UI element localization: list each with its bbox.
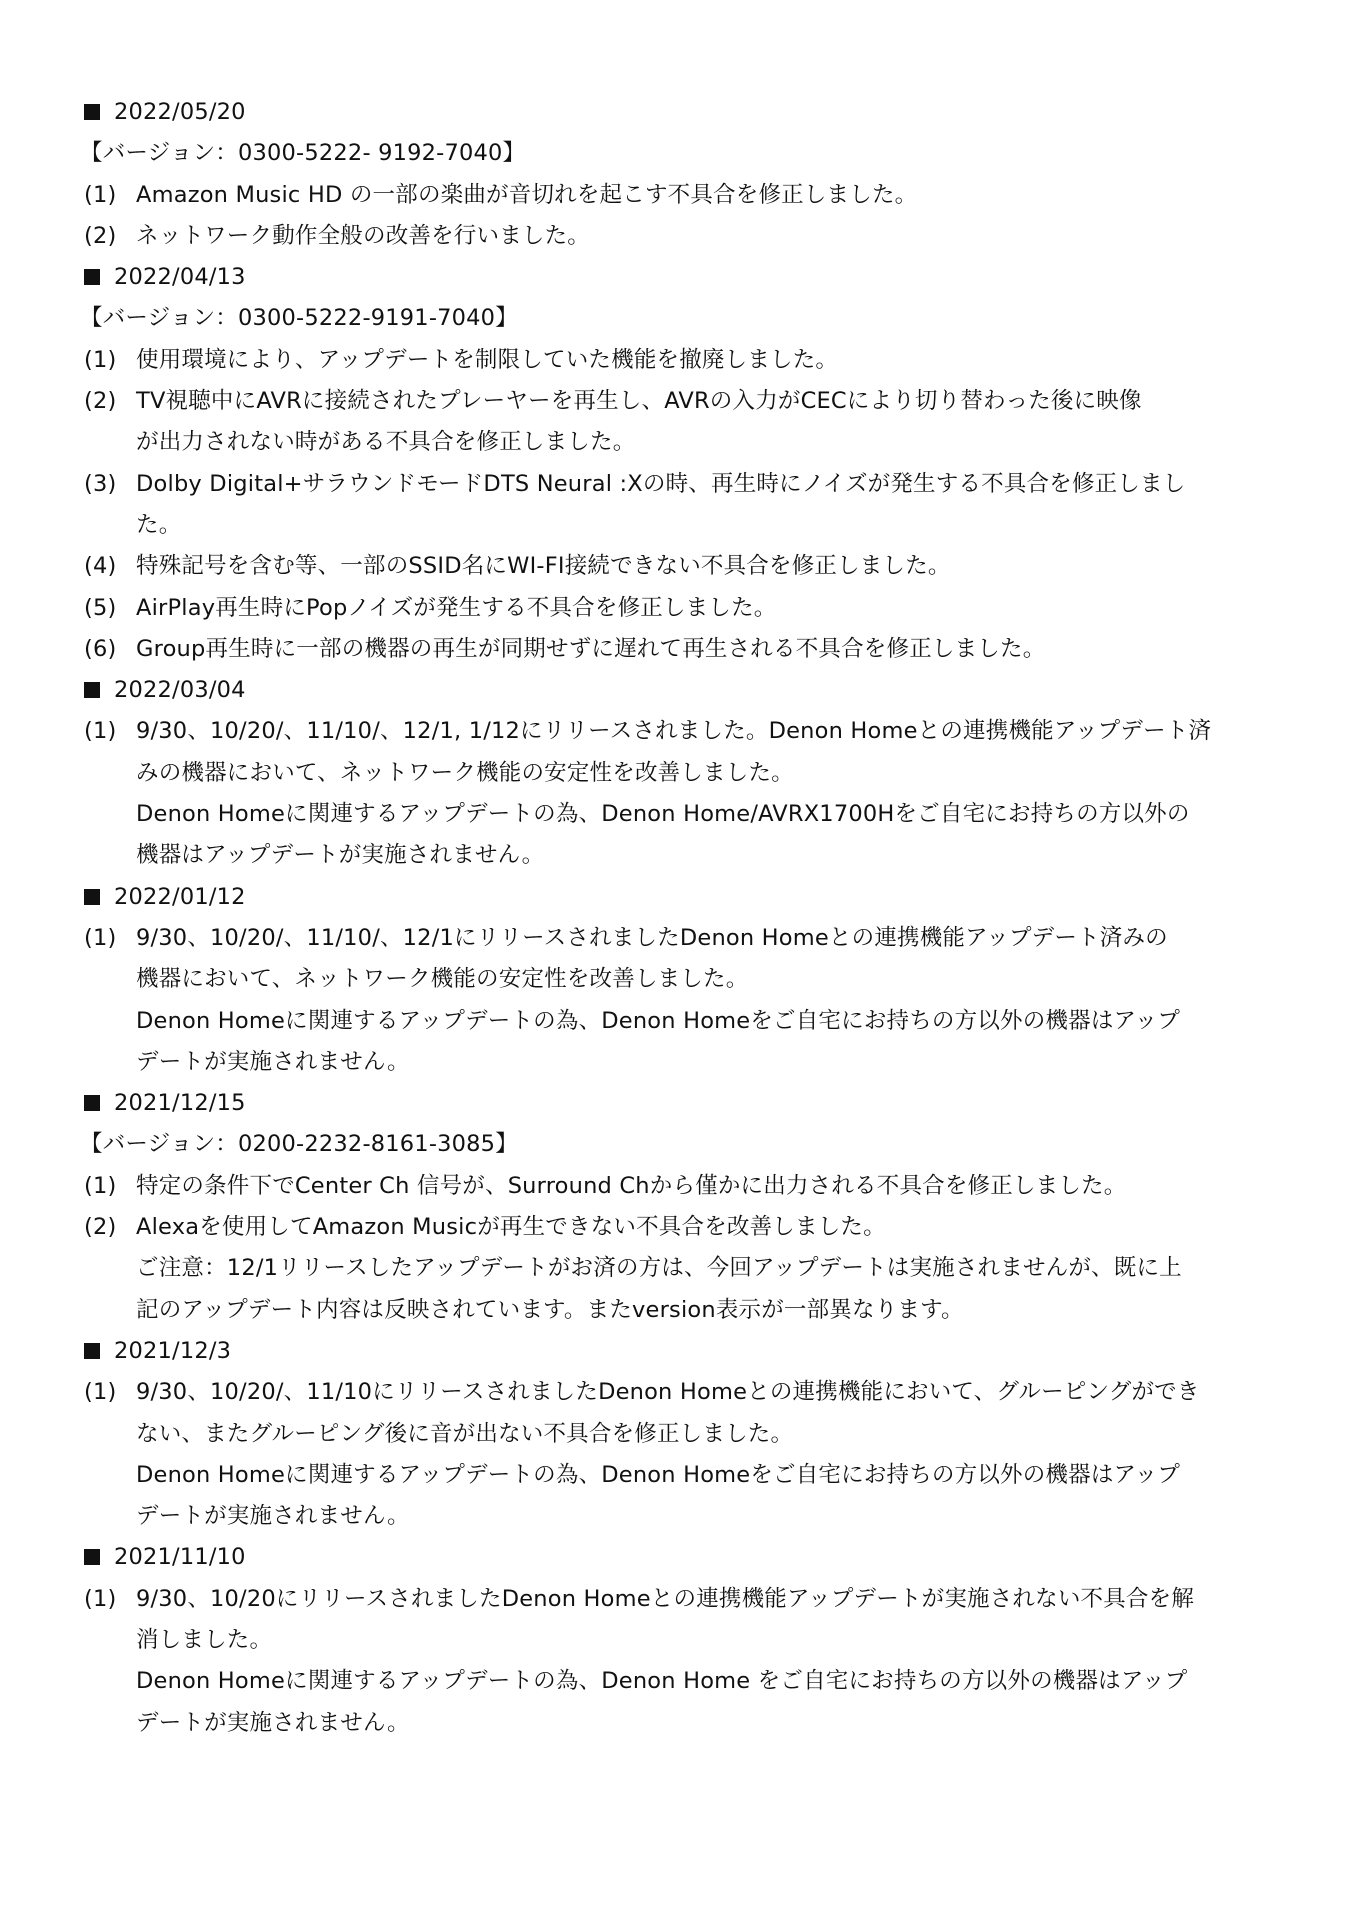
item-number: (4) bbox=[84, 553, 117, 580]
release-section bbox=[80, 670, 1268, 876]
release-date-heading bbox=[80, 877, 1268, 918]
change-item bbox=[80, 1579, 1268, 1744]
item-text: Denon Homeに関連するアップデートの為、Denon Homeをご自宅にお持ちの方以外の機器はアップ bbox=[136, 1007, 1181, 1034]
version-label: 【バージョン：0300-5222- 9192-7040】 bbox=[80, 140, 526, 167]
item-text: Denon Homeに関連するアップデートの為、Denon Home/AVRX1700Hをご自宅にお持ちの方以外の bbox=[136, 801, 1190, 828]
release-date-heading bbox=[80, 257, 1268, 298]
item-number: (2) bbox=[84, 388, 117, 415]
item-text: 9/30、10/20/、11/10にリリースされましたDenon Homeとの連携機能において、グルーピングができ bbox=[136, 1379, 1200, 1406]
change-item-continuation bbox=[80, 505, 1268, 546]
change-item-first-line bbox=[80, 1166, 1268, 1207]
change-item bbox=[80, 629, 1268, 670]
square-bullet-icon bbox=[84, 1343, 100, 1359]
square-bullet-icon bbox=[84, 889, 100, 905]
item-text: AirPlay再生時にPopノイズが発生する不具合を修正しました。 bbox=[136, 594, 777, 621]
change-item-continuation bbox=[80, 1455, 1268, 1496]
item-text: Dolby Digital+サラウンドモードDTS Neural :Xの時、再生時にノイズが発生する不具合を修正しまし bbox=[136, 470, 1186, 497]
item-number: (1) bbox=[84, 1585, 117, 1612]
item-text: ご注意：12/1リリースしたアップデートがお済の方は、今回アップデートは実施されませんが、既に上 bbox=[136, 1255, 1182, 1282]
item-number: (2) bbox=[84, 1214, 117, 1241]
item-text: Denon Homeに関連するアップデートの為、Denon Homeをご自宅にお持ちの方以外の機器はアップ bbox=[136, 1461, 1181, 1488]
change-item bbox=[80, 464, 1268, 547]
change-item-continuation bbox=[80, 959, 1268, 1000]
release-date: 2021/11/10 bbox=[114, 1544, 246, 1571]
change-item-continuation bbox=[80, 1661, 1268, 1702]
change-item bbox=[80, 381, 1268, 464]
square-bullet-icon bbox=[84, 1095, 100, 1111]
item-text: 特殊記号を含む等、一部のSSID名にWI-FI接続できない不具合を修正しました。 bbox=[136, 553, 951, 580]
change-item bbox=[80, 546, 1268, 587]
item-text: デートが実施されません。 bbox=[136, 1503, 410, 1530]
release-section bbox=[80, 877, 1268, 1083]
change-item-first-line bbox=[80, 546, 1268, 587]
change-item-first-line bbox=[80, 1372, 1268, 1413]
item-text: 消しました。 bbox=[136, 1626, 273, 1653]
release-date: 2021/12/15 bbox=[114, 1090, 246, 1117]
release-date: 2021/12/3 bbox=[114, 1337, 232, 1364]
release-date: 2022/03/04 bbox=[114, 677, 246, 704]
change-item bbox=[80, 216, 1268, 257]
change-item bbox=[80, 1166, 1268, 1207]
release-date: 2022/04/13 bbox=[114, 264, 246, 291]
change-item-continuation bbox=[80, 1248, 1268, 1289]
change-item-continuation bbox=[80, 1042, 1268, 1083]
item-text: が出力されない時がある不具合を修正しました。 bbox=[136, 429, 636, 456]
change-item-continuation bbox=[80, 1414, 1268, 1455]
release-date-heading bbox=[80, 670, 1268, 711]
release-section bbox=[80, 1537, 1268, 1743]
change-item-continuation bbox=[80, 753, 1268, 794]
item-number: (6) bbox=[84, 635, 117, 662]
item-number: (2) bbox=[84, 222, 117, 249]
item-text: ない、またグルーピング後に音が出ない不具合を修正しました。 bbox=[136, 1420, 794, 1447]
change-item bbox=[80, 340, 1268, 381]
item-text: 機器において、ネットワーク機能の安定性を改善しました。 bbox=[136, 966, 749, 993]
change-item-first-line bbox=[80, 464, 1268, 505]
item-text: TV視聴中にAVRに接続されたプレーヤーを再生し、AVRの入力がCECにより切り替わった後に映像 bbox=[136, 388, 1142, 415]
item-number: (1) bbox=[84, 1379, 117, 1406]
item-text: 使用環境により、アップデートを制限していた機能を撤廃しました。 bbox=[136, 346, 839, 373]
release-date-heading bbox=[80, 1083, 1268, 1124]
change-item-continuation bbox=[80, 794, 1268, 835]
change-item-first-line bbox=[80, 918, 1268, 959]
release-section bbox=[80, 1331, 1268, 1537]
change-item-continuation bbox=[80, 1496, 1268, 1537]
change-item-first-line bbox=[80, 340, 1268, 381]
square-bullet-icon bbox=[84, 682, 100, 698]
change-item-continuation bbox=[80, 1703, 1268, 1744]
release-section bbox=[80, 1083, 1268, 1331]
release-date-heading bbox=[80, 1537, 1268, 1578]
item-text: ネットワーク動作全般の改善を行いました。 bbox=[136, 222, 591, 249]
item-text: みの機器において、ネットワーク機能の安定性を改善しました。 bbox=[136, 759, 794, 786]
change-item bbox=[80, 175, 1268, 216]
release-date-heading bbox=[80, 1331, 1268, 1372]
item-text: Alexaを使用してAmazon Musicが再生できない不具合を改善しました。 bbox=[136, 1214, 886, 1241]
change-item-continuation bbox=[80, 835, 1268, 876]
change-item-first-line bbox=[80, 629, 1268, 670]
change-item-first-line bbox=[80, 216, 1268, 257]
item-number: (1) bbox=[84, 181, 117, 208]
item-text: デートが実施されません。 bbox=[136, 1048, 410, 1075]
release-section bbox=[80, 257, 1268, 670]
item-text: 特定の条件下でCenter Ch 信号が、Surround Chから僅かに出力される不具合を修正しました。 bbox=[136, 1172, 1127, 1199]
item-text: た。 bbox=[136, 511, 182, 538]
release-date: 2022/05/20 bbox=[114, 99, 246, 125]
change-item-first-line bbox=[80, 175, 1268, 216]
item-number: (1) bbox=[84, 718, 117, 745]
change-item-continuation bbox=[80, 422, 1268, 463]
item-number: (5) bbox=[84, 594, 117, 621]
release-date-heading bbox=[80, 92, 1268, 133]
change-item-continuation bbox=[80, 1290, 1268, 1331]
square-bullet-icon bbox=[84, 1549, 100, 1565]
release-date: 2022/01/12 bbox=[114, 883, 246, 910]
item-text: 機器はアップデートが実施されません。 bbox=[136, 842, 545, 869]
item-text: Group再生時に一部の機器の再生が同期せずに遅れて再生される不具合を修正しました。 bbox=[136, 635, 1046, 662]
change-item-first-line bbox=[80, 1579, 1268, 1620]
item-number: (1) bbox=[84, 1172, 117, 1199]
item-text: デートが実施されません。 bbox=[136, 1709, 410, 1736]
change-item-first-line bbox=[80, 711, 1268, 752]
change-item-continuation bbox=[80, 1620, 1268, 1661]
version-label: 【バージョン：0300-5222-9191-7040】 bbox=[80, 305, 518, 332]
item-text: Denon Homeに関連するアップデートの為、Denon Home をご自宅にお持ちの方以外の機器はアップ bbox=[136, 1668, 1188, 1695]
change-item bbox=[80, 1372, 1268, 1537]
item-text: 9/30、10/20にリリースされましたDenon Homeとの連携機能アップデートが実施されない不具合を解 bbox=[136, 1585, 1195, 1612]
item-text: 記のアップデート内容は反映されています。またversion表示が一部異なります。 bbox=[136, 1296, 964, 1323]
item-number: (1) bbox=[84, 346, 117, 373]
change-item bbox=[80, 1207, 1268, 1331]
item-text: 9/30、10/20/、11/10/、12/1, 1/12にリリースされました。Denon Homeとの連携機能アップデート済 bbox=[136, 718, 1212, 745]
change-item bbox=[80, 711, 1268, 876]
change-item-continuation bbox=[80, 1001, 1268, 1042]
version-label: 【バージョン：0200-2232-8161-3085】 bbox=[80, 1131, 518, 1158]
item-number: (3) bbox=[84, 470, 117, 497]
change-item-first-line bbox=[80, 588, 1268, 629]
release-section bbox=[80, 92, 1268, 257]
item-text: Amazon Music HD の一部の楽曲が音切れを起こす不具合を修正しました。 bbox=[136, 181, 918, 208]
change-item bbox=[80, 918, 1268, 1083]
square-bullet-icon bbox=[84, 104, 100, 120]
item-number: (1) bbox=[84, 924, 117, 951]
change-item bbox=[80, 588, 1268, 629]
item-text: 9/30、10/20/、11/10/、12/1にリリースされましたDenon Homeとの連携機能アップデート済みの bbox=[136, 924, 1168, 951]
square-bullet-icon bbox=[84, 269, 100, 285]
change-item-first-line bbox=[80, 1207, 1268, 1248]
change-item-first-line bbox=[80, 381, 1268, 422]
